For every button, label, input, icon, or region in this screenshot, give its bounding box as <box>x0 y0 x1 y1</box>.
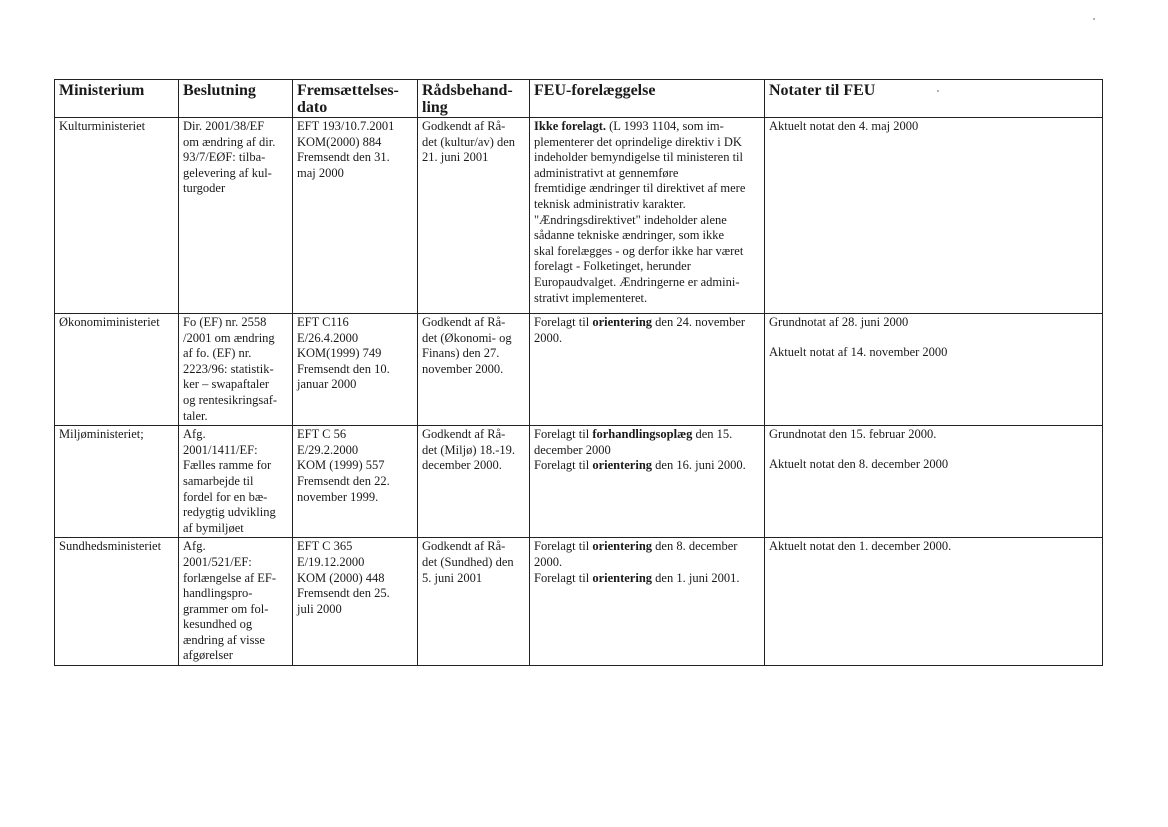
table-row <box>55 538 1103 666</box>
text-run: Forelagt til <box>534 539 593 554</box>
text-line <box>534 166 760 182</box>
header-fremsaettelsesdato <box>293 80 418 118</box>
text-line: Beslutning <box>183 82 256 99</box>
text-line: gelevering af kul- <box>183 165 272 180</box>
text-line <box>534 181 760 197</box>
text-line: Sundhedsministeriet <box>59 539 162 554</box>
feu-overview-table <box>54 79 1103 666</box>
cell-fremsaettelse <box>293 314 418 426</box>
text-line: Fremsendt den 25. <box>297 586 390 601</box>
text-line: november 1999. <box>297 489 379 504</box>
text-line: Rådsbehand- <box>422 82 513 99</box>
text-line <box>534 331 760 347</box>
text-line <box>534 315 760 331</box>
text-line <box>534 259 760 275</box>
text-run: plementerer det oprindelige direktiv i DK <box>534 134 742 149</box>
text-line <box>534 458 760 474</box>
text-run: Forelagt til <box>534 315 593 329</box>
header-beslutning <box>179 80 293 118</box>
text-line: Fremsendt den 22. <box>297 473 390 488</box>
header-raadsbehandling <box>418 80 530 118</box>
text-line: ling <box>422 99 448 116</box>
scan-speck <box>1093 18 1095 20</box>
text-line: Fremsættelses- <box>297 82 399 99</box>
text-line: EFT 193/10.7.2001 <box>297 119 395 133</box>
bold-text: orientering <box>592 458 653 473</box>
cell-raadsbehandling <box>418 118 530 314</box>
text-run: "Ændringsdirektivet" indeholder alene <box>534 212 727 227</box>
cell-ministerium <box>55 426 179 538</box>
text-line: 2001/521/EF: <box>183 554 252 569</box>
text-run: den 15. <box>692 427 733 442</box>
cell-ministerium <box>55 118 179 314</box>
text-run: 2000. <box>534 554 563 569</box>
text-line: det (Sundhed) den <box>422 554 514 569</box>
text-line: Fælles ramme for <box>183 458 272 473</box>
text-line: januar 2000 <box>297 377 357 392</box>
text-line: november 2000. <box>422 361 504 376</box>
text-line: 2223/96: statistik- <box>183 361 274 376</box>
cell-beslutning <box>179 538 293 666</box>
cell-beslutning <box>179 314 293 426</box>
text-line: Aktuelt notat den 8. december 2000 <box>769 456 949 471</box>
text-line <box>534 213 760 229</box>
text-run: (L 1993 1104, som im- <box>609 119 724 133</box>
text-line: KOM (1999) 557 <box>297 458 385 473</box>
text-line: E/29.2.2000 <box>297 442 359 457</box>
text-line: forlængelse af EF- <box>183 570 277 585</box>
text-line: Aktuelt notat den 1. december 2000. <box>769 539 952 554</box>
table-row <box>55 426 1103 538</box>
table-row <box>55 118 1103 314</box>
text-line <box>534 197 760 213</box>
cell-fremsaettelse <box>293 426 418 538</box>
text-run: forelagt - Folketinget, herunder <box>534 259 691 274</box>
text-line: 2001/1411/EF: <box>183 442 258 457</box>
text-run: Forelagt til <box>534 570 593 585</box>
text-run: teknisk administrativ karakter. <box>534 196 686 211</box>
text-line: 93/7/EØF: tilba- <box>183 150 266 165</box>
text-line: KOM(1999) 749 <box>297 346 382 361</box>
text-run: administrativt at gennemføre <box>534 165 679 180</box>
text-line: EFT C 365 <box>297 539 353 554</box>
text-line <box>534 150 760 166</box>
text-line: E/26.4.2000 <box>297 330 359 345</box>
text-line: Afg. <box>183 427 206 442</box>
text-line: grammer om fol- <box>183 601 269 616</box>
bold-text: orientering <box>592 315 653 329</box>
text-line: ker – swapaftaler <box>183 377 270 392</box>
text-line: 5. juni 2001 <box>422 570 483 585</box>
bold-text: orientering <box>592 539 653 554</box>
text-line: kesundhed og <box>183 617 253 632</box>
text-line: redygtig udvikling <box>183 505 276 520</box>
cell-feu-forelaeggelse <box>530 314 765 426</box>
text-line: ændring af visse <box>183 632 265 647</box>
cell-fremsaettelse <box>293 118 418 314</box>
cell-raadsbehandling <box>418 538 530 666</box>
text-line <box>534 539 760 555</box>
cell-notater <box>765 538 1103 666</box>
text-run: sådanne tekniske ændringer, som ikke <box>534 228 725 243</box>
text-line: og rentesikringsaf- <box>183 392 278 407</box>
cell-raadsbehandling <box>418 314 530 426</box>
cell-beslutning <box>179 118 293 314</box>
text-line: fordel for en bæ- <box>183 489 268 504</box>
text-line: /2001 om ændring <box>183 330 275 345</box>
bold-text: Ikke forelagt. <box>534 119 610 133</box>
header-ministerium <box>55 80 179 118</box>
cell-feu-forelaeggelse <box>530 118 765 314</box>
text-line: Miljøministeriet; <box>59 427 144 442</box>
text-run: Forelagt til <box>534 427 593 442</box>
text-run: den 1. juni 2001. <box>652 570 740 585</box>
text-line: samarbejde til <box>183 473 254 488</box>
cell-notater <box>765 118 1103 314</box>
cell-ministerium <box>55 314 179 426</box>
text-line: handlingspro- <box>183 586 253 601</box>
text-line: KOM(2000) 884 <box>297 134 382 149</box>
text-run: indeholder bemyndigelse til ministeren til <box>534 150 743 165</box>
cell-notater <box>765 426 1103 538</box>
text-run: Europaudvalget. Ændringerne er admini- <box>534 274 740 289</box>
text-run: skal forelægges - og derfor ikke har været <box>534 243 744 258</box>
text-line: taler. <box>183 408 208 423</box>
text-line: Grundnotat af 28. juni 2000 <box>769 315 909 329</box>
text-line: december 2000. <box>422 458 502 473</box>
text-line: EFT C116 <box>297 315 349 329</box>
text-line: Godkendt af Rå- <box>422 539 506 554</box>
text-line <box>534 443 760 459</box>
table-row <box>55 314 1103 426</box>
text-line: E/19.12.2000 <box>297 554 365 569</box>
text-line: Notater til FEU <box>769 82 876 99</box>
text-line: FEU-forelæggelse <box>534 82 656 99</box>
bold-text: forhandlingsoplæg <box>592 427 693 442</box>
cell-feu-forelaeggelse <box>530 426 765 538</box>
cell-notater <box>765 314 1103 426</box>
text-run: strativt implementeret. <box>534 290 648 305</box>
text-line: EFT C 56 <box>297 427 347 442</box>
text-line: Fremsendt den 10. <box>297 361 390 376</box>
text-run: december 2000 <box>534 442 611 457</box>
cell-ministerium <box>55 538 179 666</box>
text-line: af bymiljøet <box>183 520 244 535</box>
text-line: det (Økonomi- og <box>422 330 512 345</box>
text-line: Ministerium <box>59 82 145 99</box>
text-run: fremtidige ændringer til direktivet af mere <box>534 181 746 196</box>
text-line <box>534 427 760 443</box>
text-line: Økonomiministeriet <box>59 315 160 329</box>
text-line: Fo (EF) nr. 2558 <box>183 315 267 329</box>
text-line: Aktuelt notat den 4. maj 2000 <box>769 119 919 133</box>
text-line <box>534 275 760 291</box>
header-feu-forelaeggelse <box>530 80 765 118</box>
text-line: dato <box>297 99 328 116</box>
text-line: det (kultur/av) den <box>422 134 516 149</box>
text-run: den 16. juni 2000. <box>652 458 746 473</box>
blank-line <box>769 331 1098 345</box>
text-line <box>534 291 760 307</box>
text-line <box>534 244 760 260</box>
text-line: afgørelser <box>183 648 233 663</box>
text-run: 2000. <box>534 330 563 345</box>
text-line: Aktuelt notat af 14. november 2000 <box>769 344 948 359</box>
text-line: det (Miljø) 18.-19. <box>422 442 516 457</box>
text-line: af fo. (EF) nr. <box>183 346 252 361</box>
cell-beslutning <box>179 426 293 538</box>
cell-fremsaettelse <box>293 538 418 666</box>
text-line: Godkendt af Rå- <box>422 315 506 329</box>
text-line: Godkendt af Rå- <box>422 427 506 442</box>
text-line: Finans) den 27. <box>422 346 500 361</box>
text-line: Afg. <box>183 539 206 554</box>
text-run: den 24. november <box>652 315 746 329</box>
text-line: 21. juni 2001 <box>422 150 489 165</box>
text-line <box>534 119 760 135</box>
text-line <box>534 555 760 571</box>
cell-raadsbehandling <box>418 426 530 538</box>
text-line: maj 2000 <box>297 165 344 180</box>
text-line: turgoder <box>183 181 226 196</box>
text-line: Kulturministeriet <box>59 119 146 133</box>
header-row <box>55 80 1103 118</box>
blank-line <box>769 443 1098 457</box>
text-line: Grundnotat den 15. februar 2000. <box>769 427 937 442</box>
text-run: den 8. december <box>652 539 738 554</box>
cell-feu-forelaeggelse <box>530 538 765 666</box>
text-line <box>534 135 760 151</box>
text-line: Godkendt af Rå- <box>422 119 506 133</box>
header-notater-til-feu <box>765 80 1103 118</box>
text-line <box>534 228 760 244</box>
text-line: juli 2000 <box>297 601 342 616</box>
text-line: Dir. 2001/38/EF <box>183 119 265 133</box>
text-run: Forelagt til <box>534 458 593 473</box>
text-line: om ændring af dir. <box>183 134 276 149</box>
text-line: Fremsendt den 31. <box>297 150 390 165</box>
text-line <box>534 571 760 587</box>
text-line: KOM (2000) 448 <box>297 570 385 585</box>
bold-text: orientering <box>592 570 653 585</box>
